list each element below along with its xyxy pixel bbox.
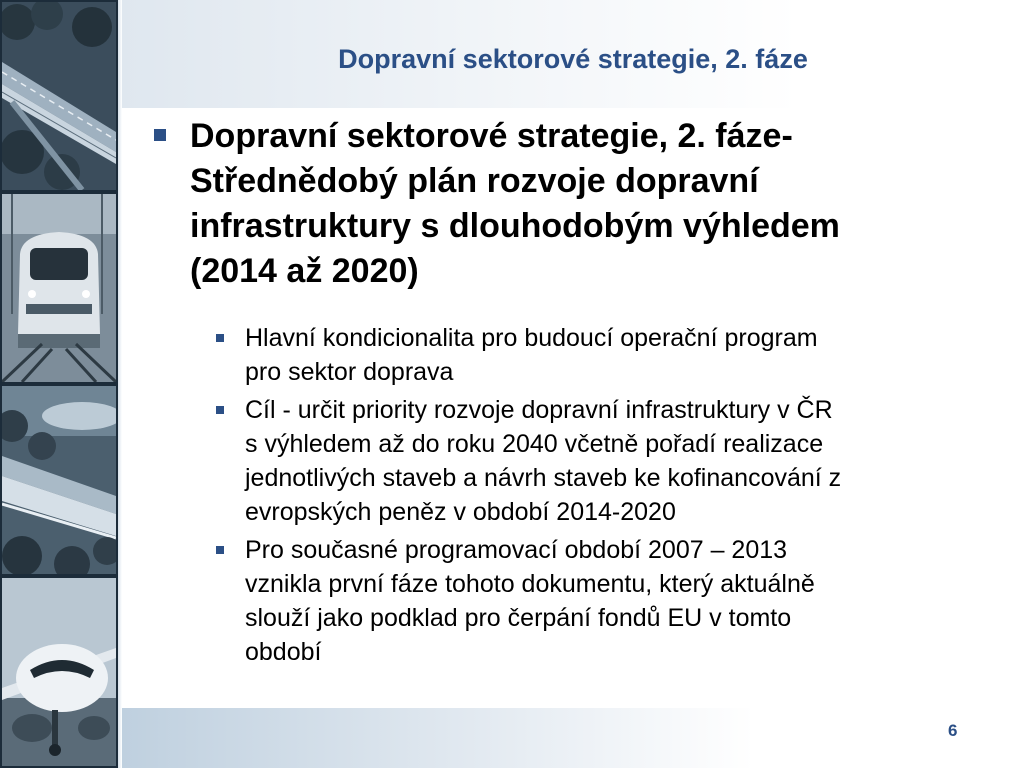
main-bullet-line: infrastruktury s dlouhodobým výhledem bbox=[190, 207, 840, 245]
highway-photo bbox=[2, 2, 116, 190]
sub-bullet-square-icon bbox=[216, 334, 224, 342]
photo-strip bbox=[0, 0, 118, 768]
sub-bullet-line: jednotlivých staveb a návrh staveb ke kofinancování z bbox=[245, 464, 842, 492]
train-photo bbox=[2, 194, 116, 382]
main-bullet-square-icon bbox=[154, 129, 166, 141]
airplane-photo bbox=[2, 578, 116, 766]
river-bridge-photo bbox=[2, 386, 116, 574]
sub-bullet-item bbox=[212, 393, 1012, 529]
sub-bullet-line: pro sektor doprava bbox=[245, 358, 454, 386]
main-bullet bbox=[190, 114, 990, 294]
main-bullet-line: Střednědobý plán rozvoje dopravní bbox=[190, 162, 759, 200]
sub-bullet-line: vznikla první fáze tohoto dokumentu, který aktuálně bbox=[245, 570, 815, 598]
sub-bullet-list bbox=[212, 321, 1012, 673]
page-number: 6 bbox=[948, 721, 958, 740]
main-bullet-line: (2014 až 2020) bbox=[190, 252, 419, 290]
sub-bullet-line: evropských peněz v období 2014-2020 bbox=[245, 498, 676, 526]
sub-bullet-text bbox=[245, 393, 1012, 529]
sub-bullet-item bbox=[212, 533, 1012, 669]
sub-bullet-text bbox=[245, 533, 1012, 669]
sub-bullet-line: Cíl - určit priority rozvoje dopravní infrastruktury v ČR bbox=[245, 396, 833, 424]
sub-bullet-square-icon bbox=[216, 406, 224, 414]
slide-title: Dopravní sektorové strategie, 2. fáze bbox=[338, 44, 808, 74]
sub-bullet-line: slouží jako podklad pro čerpání fondů EU v tomto bbox=[245, 604, 792, 632]
footer-band bbox=[122, 708, 1024, 768]
sub-bullet-text bbox=[245, 321, 1012, 389]
strip-divider bbox=[118, 0, 122, 768]
sub-bullet-item bbox=[212, 321, 1012, 389]
sub-bullet-square-icon bbox=[216, 546, 224, 554]
sub-bullet-line: období bbox=[245, 638, 322, 666]
sub-bullet-line: Hlavní kondicionalita pro budoucí operační program bbox=[245, 324, 818, 352]
main-bullet-line: Dopravní sektorové strategie, 2. fáze- bbox=[190, 117, 793, 155]
sub-bullet-line: s výhledem až do roku 2040 včetně pořadí realizace bbox=[245, 430, 824, 458]
sub-bullet-line: Pro současné programovací období 2007 – 2013 bbox=[245, 536, 788, 564]
